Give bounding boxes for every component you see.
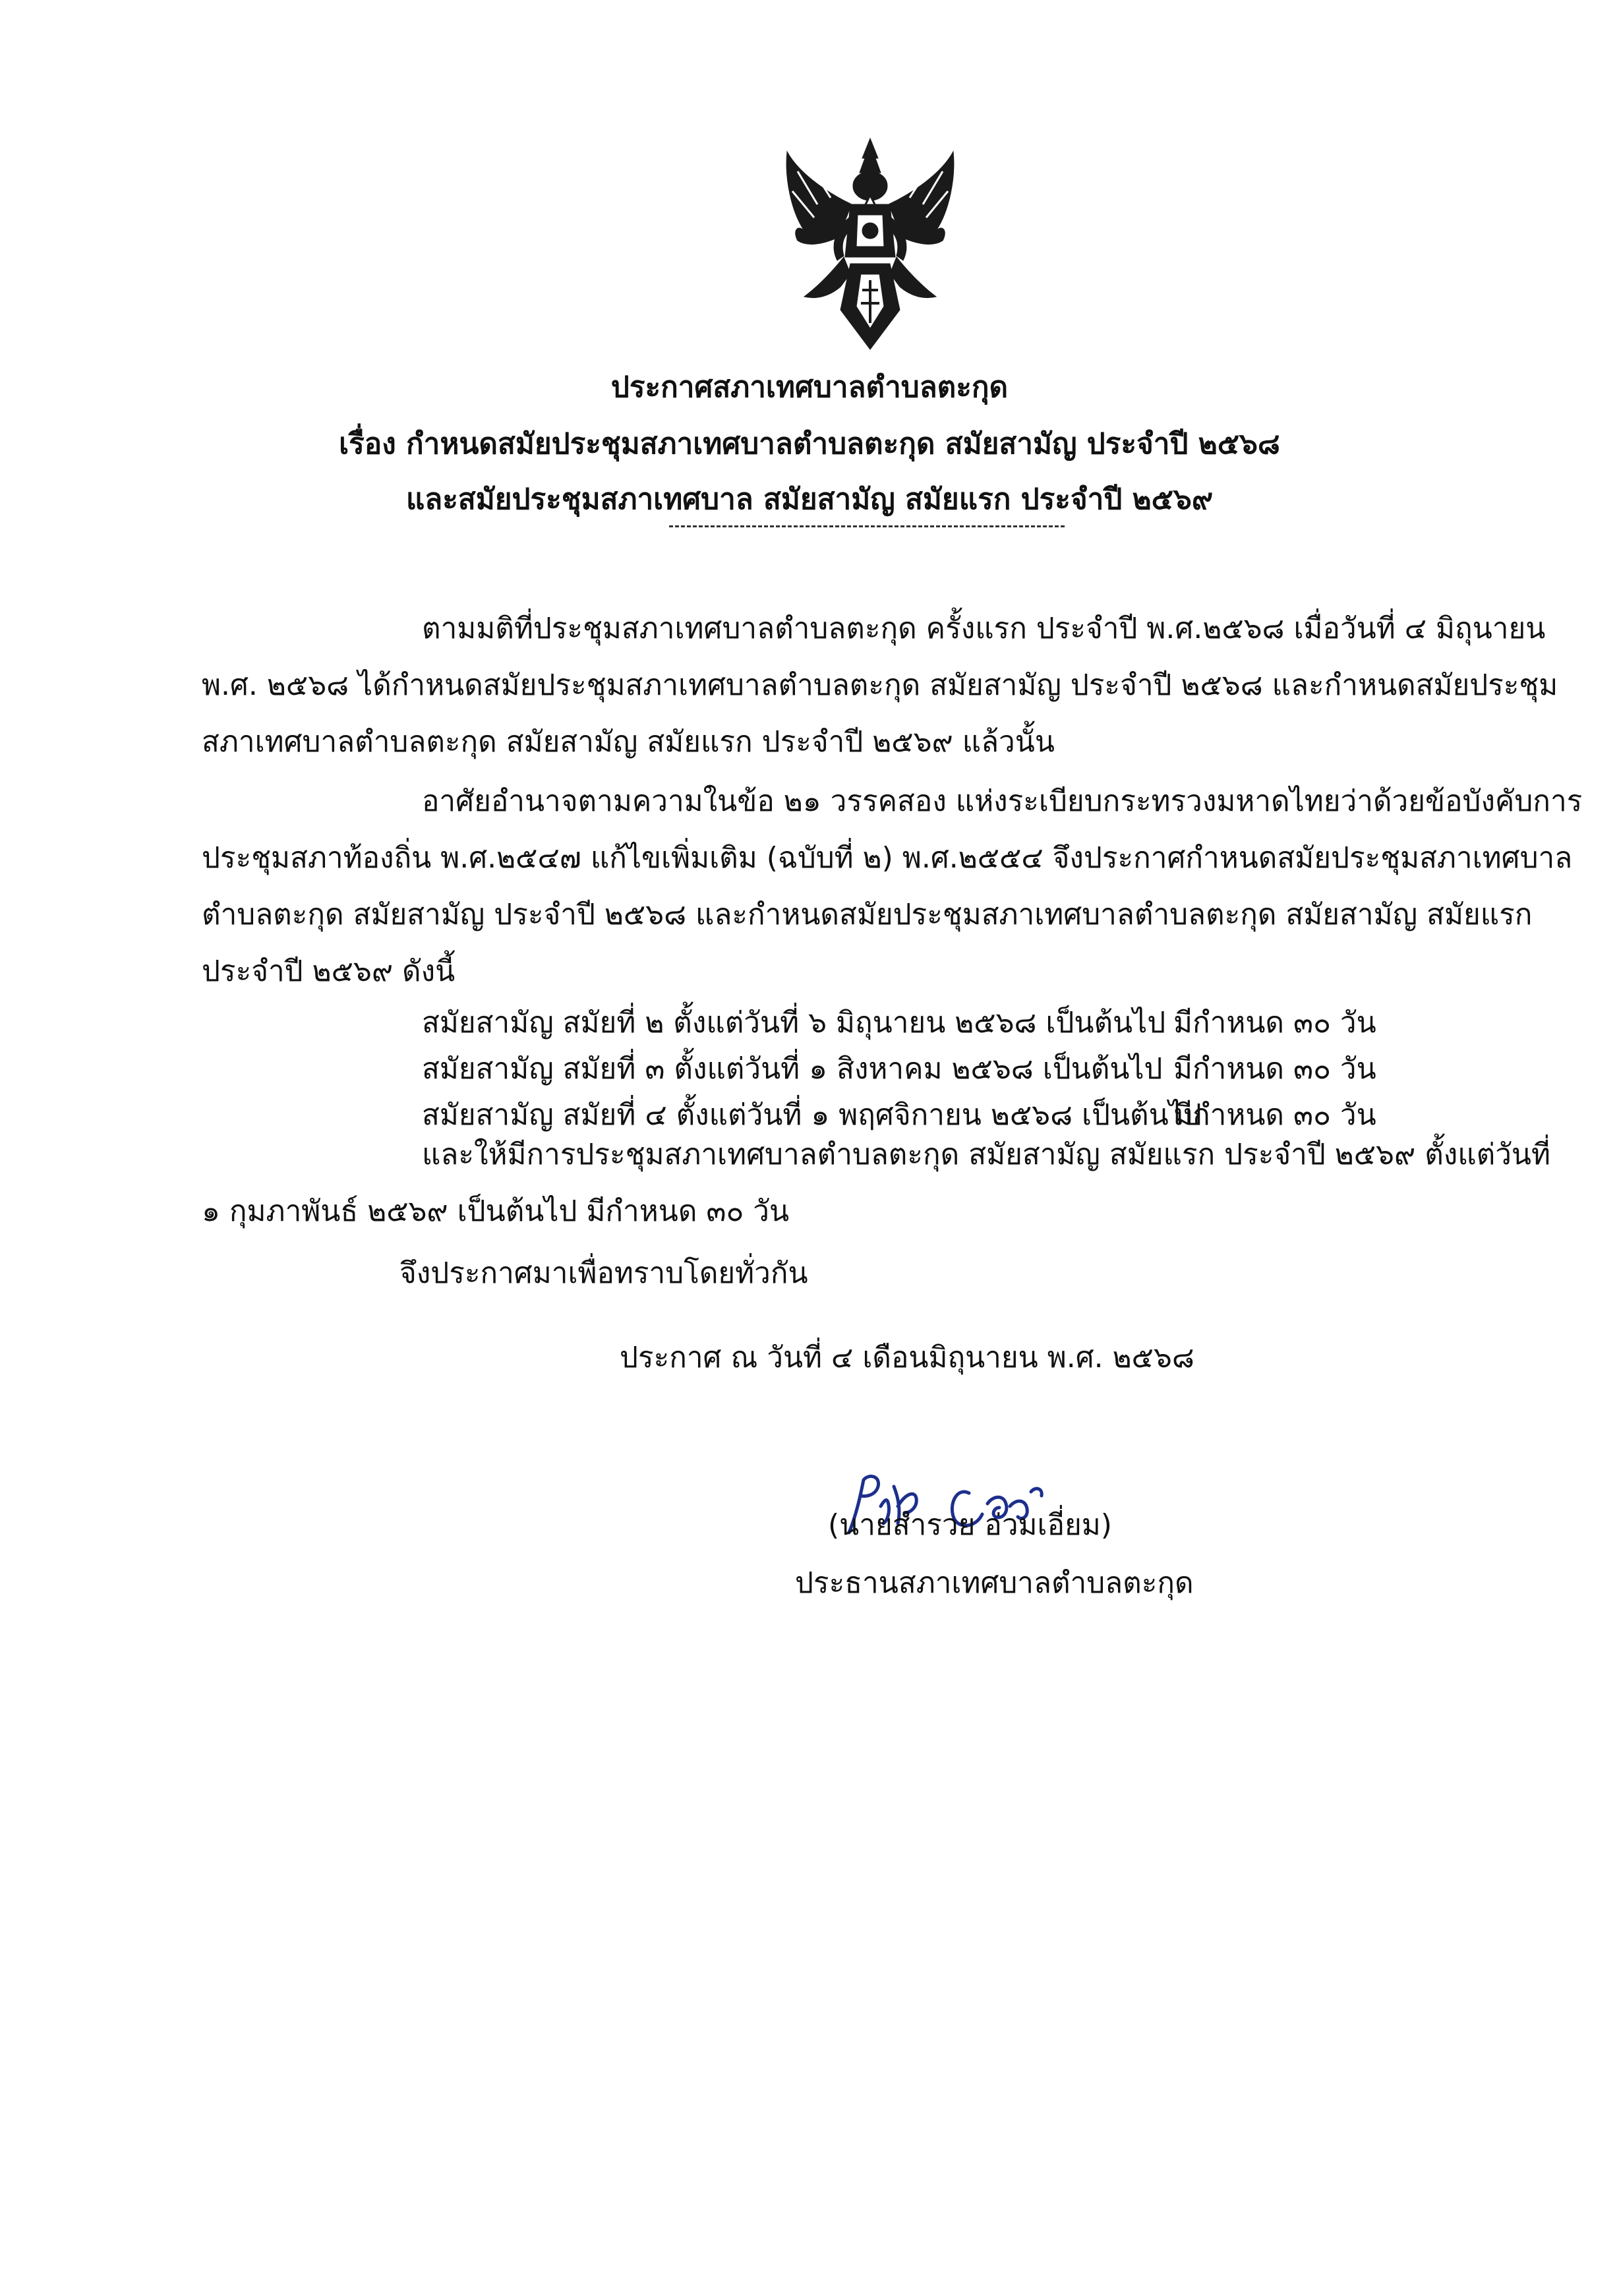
paragraph-3-line-1: และให้มีการประชุมสภาเทศบาลตำบลตะกุด สมัยสามัญ สมัยแรก ประจำปี ๒๕๖๙ ตั้งแต่วันที่ (422, 1138, 1550, 1171)
paragraph-3-line-2: ๑ กุมภาพันธ์ ๒๕๖๙ เป็นต้นไป มีกำหนด ๓๐ วัน (202, 1194, 790, 1228)
paragraph-1-line-1: ตามมติที่ประชุมสภาเทศบาลตำบลตะกุด ครั้งแรก ประจำปี พ.ศ.๒๕๖๘ เมื่อวันที่ ๔ มิถุนายน (422, 612, 1546, 645)
signer-name: (นายสำรวย อ่วมเอี่ยม) (828, 1508, 1112, 1542)
announcement-subject: เรื่อง กำหนดสมัยประชุมสภาเทศบาลตำบลตะกุด สมัยสามัญ ประจำปี ๒๕๖๘ (339, 427, 1280, 461)
paragraph-2-line-1: อาศัยอำนาจตามความในข้อ ๒๑ วรรคสอง แห่งระเบียบกระทรวงมหาดไทยว่าด้วยข้อบังคับการ (422, 784, 1583, 818)
paragraph-2-line-2: ประชุมสภาท้องถิ่น พ.ศ.๒๕๔๗ แก้ไขเพิ่มเติม (ฉบับที่ ๒) พ.ศ.๒๕๕๔ จึงประกาศกำหนดสมัยประชุมสภาเทศบาล (202, 841, 1573, 875)
paragraph-1-line-2: พ.ศ. ๒๕๖๘ ได้กำหนดสมัยประชุมสภาเทศบาลตำบลตะกุด สมัยสามัญ ประจำปี ๒๕๖๘ และกำหนดสมัยประชุม (202, 668, 1558, 702)
paragraph-1-line-3: สภาเทศบาลตำบลตะกุด สมัยสามัญ สมัยแรก ประจำปี ๒๕๖๙ แล้วนั้น (202, 725, 1055, 759)
schedule-duration: มีกำหนด ๓๐ วัน (1173, 1098, 1376, 1132)
schedule-session: สมัยสามัญ สมัยที่ ๓ ตั้งแต่วันที่ ๑ สิงหาคม ๒๕๖๘ เป็นต้นไป (422, 1052, 1163, 1086)
schedule-session: สมัยสามัญ สมัยที่ ๒ ตั้งแต่วันที่ ๖ มิถุนายน ๒๕๖๘ เป็นต้นไป (422, 1006, 1166, 1040)
schedule-session: สมัยสามัญ สมัยที่ ๔ ตั้งแต่วันที่ ๑ พฤศจิกายน ๒๕๖๘ เป็นต้นไป (422, 1098, 1202, 1132)
title-divider (669, 525, 1065, 527)
paragraph-2-line-4: ประจำปี ๒๕๖๙ ดังนี้ (202, 955, 456, 988)
schedule-duration: มีกำหนด ๓๐ วัน (1173, 1006, 1376, 1040)
announcement-title: ประกาศสภาเทศบาลตำบลตะกุด (610, 370, 1009, 404)
closing-line: จึงประกาศมาเพื่อทราบโดยทั่วกัน (399, 1256, 808, 1290)
schedule-duration: มีกำหนด ๓๐ วัน (1173, 1052, 1376, 1086)
announcement-date: ประกาศ ณ วันที่ ๔ เดือนมิถุนายน พ.ศ. ๒๕๖๘ (620, 1341, 1194, 1374)
announcement-subject-line2: และสมัยประชุมสภาเทศบาล สมัยสามัญ สมัยแรก ประจำปี ๒๕๖๙ (405, 483, 1214, 516)
paragraph-2-line-3: ตำบลตะกุด สมัยสามัญ ประจำปี ๒๕๖๘ และกำหนดสมัยประชุมสภาเทศบาลตำบลตะกุด สมัยสามัญ สมัยแรก (202, 898, 1533, 931)
garuda-emblem-icon (778, 132, 962, 356)
signer-title: ประธานสภาเทศบาลตำบลตะกุด (795, 1566, 1194, 1600)
